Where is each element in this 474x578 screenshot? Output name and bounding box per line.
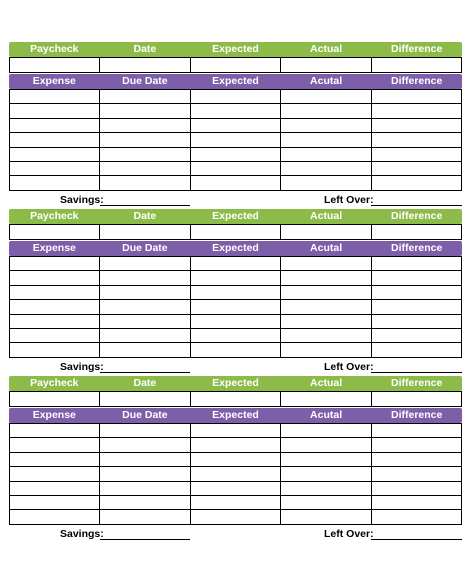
totals-row (9, 358, 462, 376)
date-header: Date (133, 210, 157, 222)
expense-cell[interactable] (10, 314, 100, 328)
expense-cell[interactable] (10, 104, 100, 118)
paycheck-cell[interactable] (10, 58, 100, 73)
savings-label: Savings: (60, 527, 104, 540)
expected-cell[interactable] (190, 481, 280, 495)
due-date-header: Due Date (122, 242, 168, 254)
expected-cell[interactable] (190, 328, 280, 342)
savings-field[interactable] (100, 372, 190, 373)
difference-cell[interactable] (371, 328, 461, 342)
table-row (10, 481, 462, 495)
due-date-cell[interactable] (100, 176, 190, 190)
paycheck-header: Paycheck (30, 377, 79, 389)
table-row (10, 392, 462, 407)
leftover-field[interactable] (371, 372, 462, 373)
expense-cell[interactable] (10, 285, 100, 299)
expected-cell[interactable] (190, 271, 280, 285)
expense-cell[interactable] (10, 147, 100, 161)
actual-header: Acutal (310, 242, 343, 254)
due-date-cell[interactable] (100, 118, 190, 132)
actual-cell[interactable] (281, 328, 371, 342)
expected-cell[interactable] (190, 424, 280, 438)
expense-table (9, 423, 462, 525)
expense-cell[interactable] (10, 438, 100, 452)
table-row (10, 104, 462, 118)
expense-cell[interactable] (10, 90, 100, 104)
expense-cell[interactable] (10, 271, 100, 285)
due-date-cell[interactable] (100, 424, 190, 438)
due-date-cell[interactable] (100, 271, 190, 285)
actual-cell[interactable] (281, 257, 371, 271)
table-row (10, 452, 462, 466)
expense-cell[interactable] (10, 495, 100, 509)
difference-header: Difference (390, 377, 443, 389)
paycheck-header-row (9, 376, 462, 391)
expense-header: Expense (32, 75, 76, 87)
expected-cell[interactable] (190, 495, 280, 509)
actual-cell[interactable] (281, 133, 371, 147)
budget-section-2 (9, 209, 462, 376)
due-date-cell[interactable] (100, 161, 190, 175)
expected-cell[interactable] (190, 90, 280, 104)
expense-cell[interactable] (10, 257, 100, 271)
actual-cell[interactable] (281, 176, 371, 190)
table-row (10, 314, 462, 328)
difference-cell[interactable] (371, 147, 461, 161)
expected-cell[interactable] (190, 300, 280, 314)
difference-cell[interactable] (371, 452, 461, 466)
actual-cell[interactable] (281, 147, 371, 161)
due-date-cell[interactable] (100, 438, 190, 452)
expected-header: Expected (212, 43, 259, 55)
actual-cell[interactable] (281, 438, 371, 452)
expected-header: Expected (212, 242, 259, 254)
expected-cell[interactable] (190, 392, 280, 407)
due-date-cell[interactable] (100, 90, 190, 104)
expected-cell[interactable] (190, 467, 280, 481)
paycheck-table (9, 391, 462, 407)
table-row (10, 161, 462, 175)
difference-cell[interactable] (371, 176, 461, 190)
difference-cell[interactable] (371, 133, 461, 147)
expense-cell[interactable] (10, 424, 100, 438)
expected-cell[interactable] (190, 104, 280, 118)
due-date-cell[interactable] (100, 300, 190, 314)
date-cell[interactable] (100, 58, 190, 73)
actual-header: Acutal (310, 75, 343, 87)
expense-cell[interactable] (10, 300, 100, 314)
expense-cell[interactable] (10, 161, 100, 175)
difference-cell[interactable] (371, 343, 461, 357)
due-date-cell[interactable] (100, 133, 190, 147)
difference-cell[interactable] (371, 104, 461, 118)
expense-cell[interactable] (10, 510, 100, 524)
paycheck-cell[interactable] (10, 392, 100, 407)
difference-cell[interactable] (371, 90, 461, 104)
table-row (10, 271, 462, 285)
table-row (10, 118, 462, 132)
actual-header: Actual (310, 210, 343, 222)
paycheck-table (9, 224, 462, 240)
difference-cell[interactable] (371, 424, 461, 438)
expected-cell[interactable] (190, 176, 280, 190)
difference-header: Difference (390, 409, 443, 421)
difference-cell[interactable] (371, 118, 461, 132)
totals-row (9, 525, 462, 543)
actual-cell[interactable] (281, 161, 371, 175)
savings-label: Savings: (60, 360, 104, 373)
difference-header: Difference (390, 43, 443, 55)
expense-cell[interactable] (10, 328, 100, 342)
leftover-label: Left Over: (324, 527, 374, 540)
expected-cell[interactable] (190, 510, 280, 524)
difference-cell[interactable] (371, 161, 461, 175)
expense-cell[interactable] (10, 133, 100, 147)
table-row (10, 133, 462, 147)
table-row (10, 58, 462, 73)
table-row (10, 510, 462, 524)
table-row (10, 300, 462, 314)
table-row (10, 328, 462, 342)
budget-section-3 (9, 376, 462, 543)
expected-cell[interactable] (190, 58, 280, 73)
expected-cell[interactable] (190, 118, 280, 132)
paycheck-header: Paycheck (30, 43, 79, 55)
actual-cell[interactable] (281, 452, 371, 466)
expense-table (9, 256, 462, 358)
expected-cell[interactable] (190, 257, 280, 271)
expected-cell[interactable] (190, 161, 280, 175)
difference-cell[interactable] (371, 438, 461, 452)
actual-cell[interactable] (281, 481, 371, 495)
actual-cell[interactable] (281, 271, 371, 285)
expense-cell[interactable] (10, 467, 100, 481)
table-row (10, 424, 462, 438)
due-date-cell[interactable] (100, 481, 190, 495)
expense-header-row (9, 241, 462, 256)
difference-cell[interactable] (371, 225, 461, 240)
date-cell[interactable] (100, 392, 190, 407)
table-row (10, 343, 462, 357)
difference-cell[interactable] (371, 314, 461, 328)
expense-cell[interactable] (10, 452, 100, 466)
actual-header: Actual (310, 43, 343, 55)
actual-cell[interactable] (281, 495, 371, 509)
leftover-label: Left Over: (324, 193, 374, 206)
totals-row (9, 191, 462, 209)
expense-cell[interactable] (10, 176, 100, 190)
paycheck-header-row (9, 209, 462, 224)
difference-cell[interactable] (371, 495, 461, 509)
actual-cell[interactable] (281, 104, 371, 118)
due-date-header: Due Date (122, 75, 168, 87)
difference-cell[interactable] (371, 300, 461, 314)
difference-cell[interactable] (371, 481, 461, 495)
actual-cell[interactable] (281, 510, 371, 524)
expense-header: Expense (32, 409, 76, 421)
table-row (10, 147, 462, 161)
expected-cell[interactable] (190, 343, 280, 357)
table-row (10, 257, 462, 271)
actual-cell[interactable] (281, 58, 371, 73)
actual-cell[interactable] (281, 118, 371, 132)
actual-cell[interactable] (281, 314, 371, 328)
due-date-cell[interactable] (100, 147, 190, 161)
expense-header: Expense (32, 242, 76, 254)
paycheck-cell[interactable] (10, 225, 100, 240)
actual-cell[interactable] (281, 343, 371, 357)
paycheck-header: Paycheck (30, 210, 79, 222)
due-date-cell[interactable] (100, 314, 190, 328)
difference-header: Difference (390, 210, 443, 222)
expense-cell[interactable] (10, 343, 100, 357)
expected-cell[interactable] (190, 225, 280, 240)
table-row (10, 225, 462, 240)
expected-cell[interactable] (190, 438, 280, 452)
leftover-field[interactable] (371, 539, 462, 540)
expected-header: Expected (212, 75, 259, 87)
due-date-cell[interactable] (100, 452, 190, 466)
paycheck-table (9, 57, 462, 73)
table-row (10, 438, 462, 452)
actual-header: Acutal (310, 409, 343, 421)
due-date-cell[interactable] (100, 257, 190, 271)
due-date-cell[interactable] (100, 510, 190, 524)
date-header: Date (133, 377, 157, 389)
leftover-label: Left Over: (324, 360, 374, 373)
difference-cell[interactable] (371, 257, 461, 271)
due-date-cell[interactable] (100, 467, 190, 481)
expected-cell[interactable] (190, 314, 280, 328)
date-cell[interactable] (100, 225, 190, 240)
table-row (10, 90, 462, 104)
expected-header: Expected (212, 409, 259, 421)
actual-cell[interactable] (281, 424, 371, 438)
difference-cell[interactable] (371, 285, 461, 299)
actual-cell[interactable] (281, 225, 371, 240)
table-row (10, 285, 462, 299)
expected-cell[interactable] (190, 147, 280, 161)
table-row (10, 495, 462, 509)
expected-cell[interactable] (190, 285, 280, 299)
expense-cell[interactable] (10, 481, 100, 495)
table-row (10, 176, 462, 190)
difference-cell[interactable] (371, 271, 461, 285)
budget-section-1 (9, 42, 462, 209)
expense-table (9, 89, 462, 191)
difference-header: Difference (390, 75, 443, 87)
difference-cell[interactable] (371, 58, 461, 73)
actual-cell[interactable] (281, 285, 371, 299)
savings-field[interactable] (100, 205, 190, 206)
difference-header: Difference (390, 242, 443, 254)
savings-field[interactable] (100, 539, 190, 540)
expense-header-row (9, 74, 462, 89)
difference-cell[interactable] (371, 392, 461, 407)
actual-cell[interactable] (281, 392, 371, 407)
expected-cell[interactable] (190, 452, 280, 466)
savings-label: Savings: (60, 193, 104, 206)
expected-header: Expected (212, 377, 259, 389)
expected-header: Expected (212, 210, 259, 222)
actual-cell[interactable] (281, 90, 371, 104)
table-row (10, 467, 462, 481)
date-header: Date (133, 43, 157, 55)
expense-header-row (9, 408, 462, 423)
paycheck-header-row (9, 42, 462, 57)
due-date-cell[interactable] (100, 285, 190, 299)
due-date-cell[interactable] (100, 495, 190, 509)
expected-cell[interactable] (190, 133, 280, 147)
difference-cell[interactable] (371, 467, 461, 481)
due-date-cell[interactable] (100, 343, 190, 357)
difference-cell[interactable] (371, 510, 461, 524)
actual-header: Actual (310, 377, 343, 389)
actual-cell[interactable] (281, 300, 371, 314)
due-date-cell[interactable] (100, 104, 190, 118)
due-date-header: Due Date (122, 409, 168, 421)
expense-cell[interactable] (10, 118, 100, 132)
actual-cell[interactable] (281, 467, 371, 481)
due-date-cell[interactable] (100, 328, 190, 342)
leftover-field[interactable] (371, 205, 462, 206)
